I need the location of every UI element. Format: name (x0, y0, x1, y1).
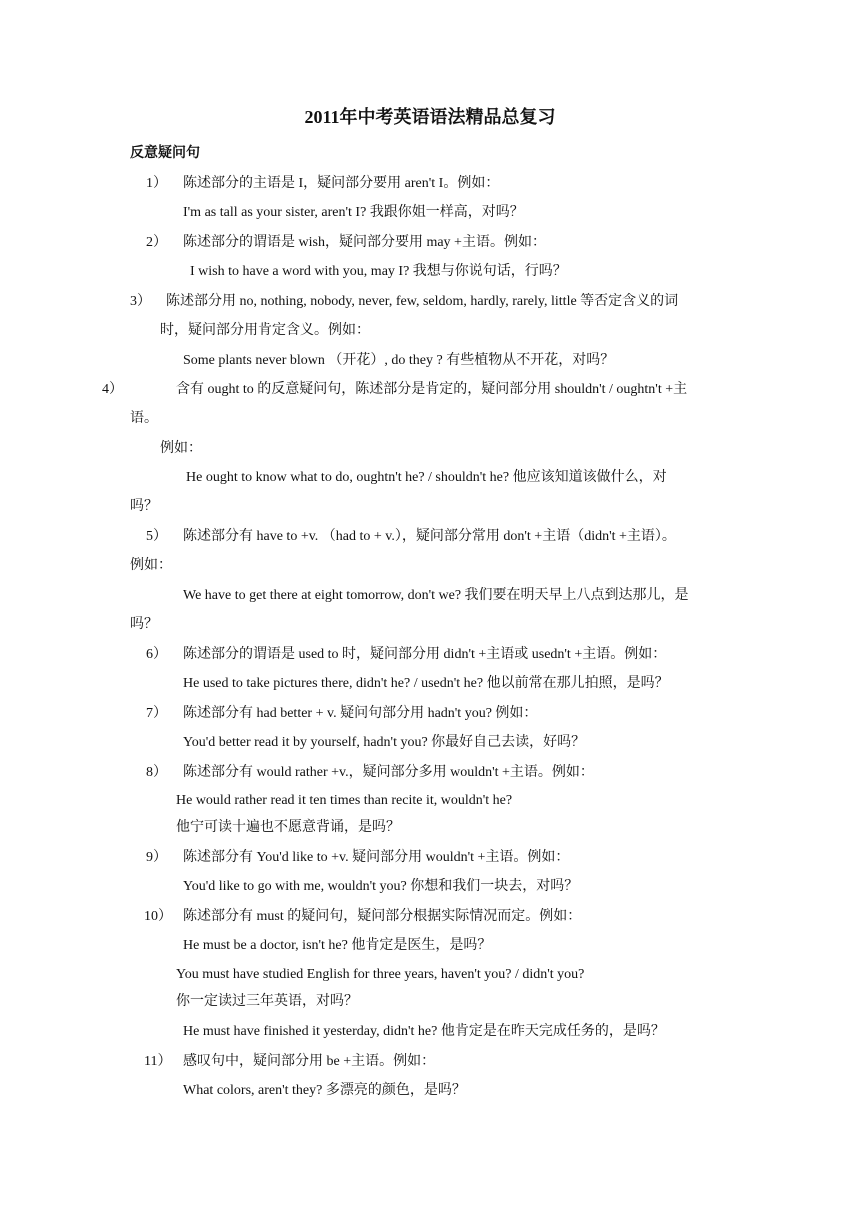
example-sentence-continued: 吗？ (130, 617, 158, 632)
rule-text: 陈述部分有 must 的疑问句，疑问部分根据实际情况而定。例如： (183, 909, 582, 924)
item-number: 6） (146, 647, 167, 662)
example-sentence: You must have studied English for three years, haven't you? / didn't you? (176, 967, 585, 982)
example-translation: 你一定读过三年英语，对吗？ (176, 994, 358, 1009)
item-number: 8） (146, 765, 167, 780)
example-sentence: He must have finished it yesterday, didn't he? 他肯定是在昨天完成任务的，是吗？ (183, 1024, 665, 1039)
section-heading: 反意疑问句 (130, 146, 200, 161)
item-number: 10） (144, 909, 172, 924)
example-sentence: He used to take pictures there, didn't he? / usedn't he? 他以前常在那儿拍照，是吗？ (183, 676, 669, 691)
item-number: 3） (130, 294, 151, 309)
rule-text-continued: 时，疑问部分用肯定含义。例如： (160, 323, 370, 338)
example-sentence: He ought to know what to do, oughtn't he? / shouldn't he? 他应该知道该做什么，对 (186, 470, 667, 485)
rule-text: 感叹句中，疑问部分用 be +主语。例如： (183, 1054, 436, 1069)
example-translation: 他宁可读十遍也不愿意背诵，是吗？ (176, 820, 400, 835)
rule-text: 陈述部分有 You'd like to +v. 疑问部分用 wouldn't +主语。例如： (183, 850, 570, 865)
rule-text: 陈述部分有 have to +v. （had to + v.），疑问部分常用 don't +主语（didn't +主语）。 (183, 529, 676, 544)
rule-text: 陈述部分的谓语是 used to 时，疑问部分用 didn't +主语或 usedn't +主语。例如： (183, 647, 667, 662)
example-sentence: We have to get there at eight tomorrow, don't we? 我们要在明天早上八点到达那儿，是 (183, 588, 689, 603)
item-number: 5） (146, 529, 167, 544)
document-title: 2011年中考英语语法精品总复习 (304, 107, 556, 127)
example-sentence-continued: 吗？ (130, 499, 158, 514)
rule-text: 含有 ought to 的反意疑问句，陈述部分是肯定的，疑问部分用 shouldn't / oughtn't +主 (176, 382, 688, 397)
item-number: 1） (146, 176, 167, 191)
rule-text: 陈述部分有 would rather +v.，疑问部分多用 wouldn't +主语。例如： (183, 765, 594, 780)
item-number: 2） (146, 235, 167, 250)
item-number: 9） (146, 850, 167, 865)
example-sentence: I'm as tall as your sister, aren't I? 我跟你姐一样高，对吗？ (183, 205, 524, 220)
example-sentence: You'd like to go with me, wouldn't you? 你想和我们一块去，对吗？ (183, 879, 579, 894)
example-sentence: He would rather read it ten times than recite it, wouldn't he? (176, 793, 513, 808)
example-sentence: He must be a doctor, isn't he? 他肯定是医生，是吗？ (183, 938, 492, 953)
example-label: 例如： (160, 441, 202, 456)
rule-text-continued: 语。 (130, 411, 158, 426)
rule-text: 陈述部分有 had better + v. 疑问句部分用 hadn't you? 例如： (183, 706, 538, 721)
rule-text-continued: 例如： (130, 558, 172, 573)
rule-text: 陈述部分用 no, nothing, nobody, never, few, seldom, hardly, rarely, little 等否定含义的词 (166, 294, 679, 309)
example-sentence: Some plants never blown （开花）, do they ? 有些植物从不开花，对吗？ (183, 353, 615, 368)
item-number: 7） (146, 706, 167, 721)
example-sentence: You'd better read it by yourself, hadn't you? 你最好自己去读，好吗？ (183, 735, 586, 750)
example-sentence: What colors, aren't they? 多漂亮的颜色，是吗？ (183, 1083, 466, 1098)
rule-text: 陈述部分的谓语是 wish，疑问部分要用 may +主语。例如： (183, 235, 546, 250)
item-number: 11） (144, 1054, 172, 1069)
example-sentence: I wish to have a word with you, may I? 我想与你说句话，行吗？ (190, 264, 567, 279)
rule-text: 陈述部分的主语是 I，疑问部分要用 aren't I。例如： (183, 176, 500, 191)
item-number: 4） (102, 382, 123, 397)
